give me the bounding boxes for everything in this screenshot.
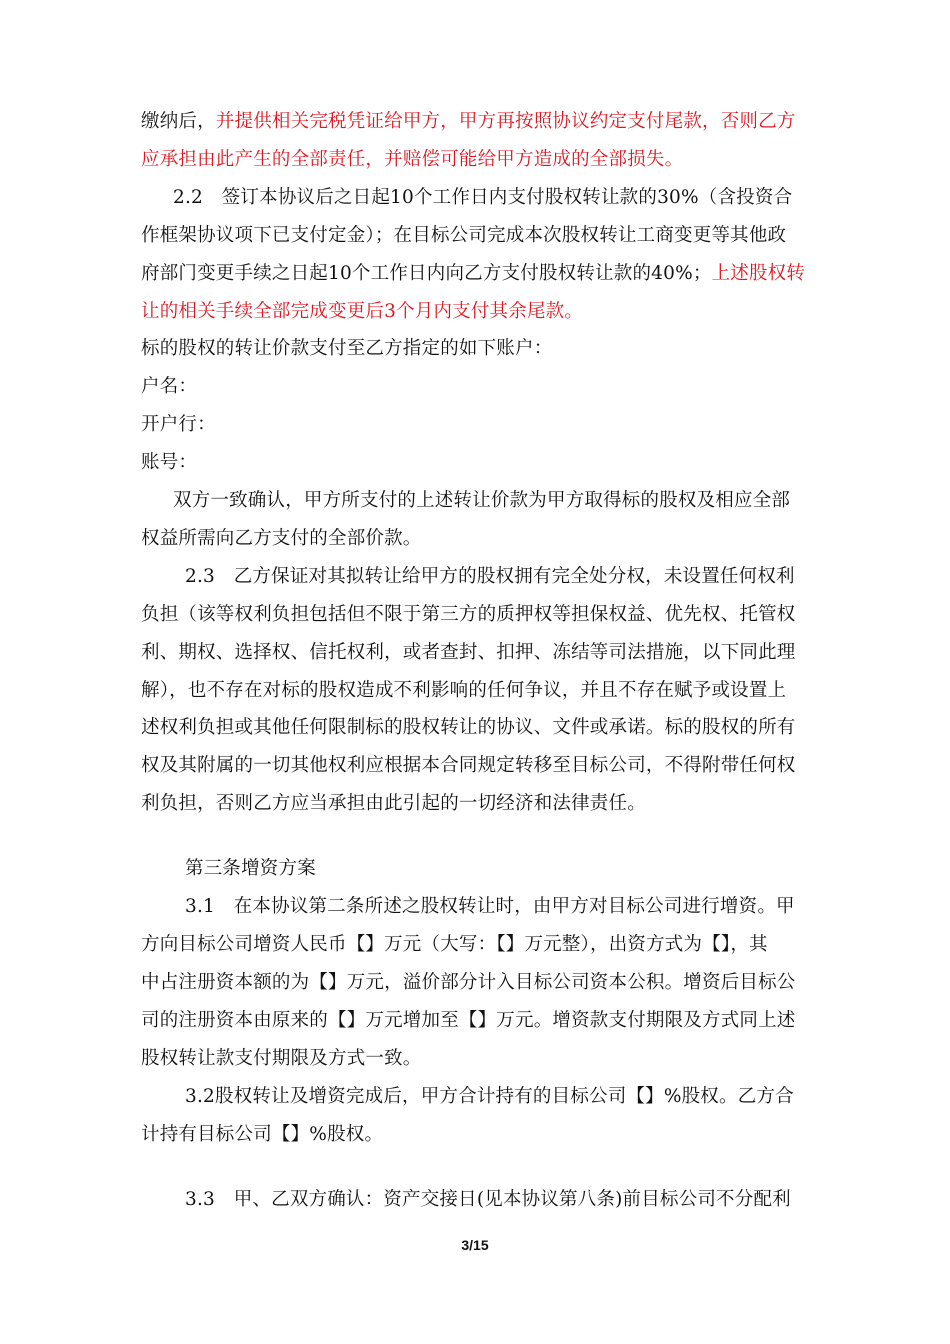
text-line	[141, 1009, 796, 1033]
body-text: 3.1 在本协议第二条所述之股权转让时，由甲方对目标公司进行增资。甲	[185, 896, 795, 917]
text-line	[141, 679, 786, 703]
highlighted-text: 并提供相关完税凭证给甲方，甲方再按照协议约定支付尾款，否则乙方	[215, 111, 796, 132]
text-line	[141, 603, 796, 627]
text-line	[141, 262, 805, 286]
text-line	[141, 527, 422, 551]
text-line	[141, 1123, 383, 1147]
body-text: 2.2 签订本协议后之日起10个工作日内支付股权转让款的30%（含投资合	[173, 187, 793, 208]
text-line	[141, 224, 786, 248]
body-text: 3.2股权转让及增资完成后，甲方合计持有的目标公司【】%股权。乙方合	[185, 1086, 794, 1107]
text-line	[185, 565, 795, 589]
body-text: 账号：	[141, 452, 198, 473]
highlighted-text: 上述股权转	[711, 263, 806, 284]
text-line	[141, 641, 796, 665]
text-line	[141, 148, 683, 172]
highlighted-text: 应承担由此产生的全部责任，并赔偿可能给甲方造成的全部损失。	[141, 149, 684, 170]
body-text: 开户行：	[141, 414, 216, 435]
body-text: 利、期权、选择权、信托权利，或者查封、扣押、冻结等司法措施，以下同此理	[141, 642, 796, 663]
text-line	[141, 337, 552, 361]
text-line	[141, 933, 768, 957]
body-text: 双方一致确认，甲方所支付的上述转让价款为甲方取得标的股权及相应全部	[173, 490, 791, 511]
text-line	[185, 1188, 791, 1212]
text-line	[173, 186, 792, 210]
text-line	[141, 110, 796, 134]
body-text: 负担（该等权利负担包括但不限于第三方的质押权等担保权益、优先权、托管权	[141, 604, 796, 625]
body-text: 府部门变更手续之日起10个工作日内向乙方支付股权转让款的40%；	[141, 263, 712, 284]
text-line	[185, 857, 316, 881]
text-line	[141, 413, 216, 437]
text-line	[141, 754, 796, 778]
highlighted-text: 让的相关手续全部完成变更后3个月内支付其余尾款。	[141, 301, 584, 322]
body-text: 缴纳后，	[141, 111, 216, 132]
body-text: 利负担，否则乙方应当承担由此引起的一切经济和法律责任。	[141, 793, 646, 814]
body-text: 计持有目标公司【】%股权。	[141, 1124, 384, 1145]
body-text: 权及其附属的一切其他权利应根据本合同规定转移至目标公司，不得附带任何权	[141, 755, 796, 776]
text-line	[141, 300, 583, 324]
body-text: 户名：	[141, 376, 198, 397]
body-text: 中占注册资本额的为【】万元，溢价部分计入目标公司资本公积。增资后目标公	[141, 972, 796, 993]
body-text: 权益所需向乙方支付的全部价款。	[141, 528, 422, 549]
body-text: 2.3 乙方保证对其拟转让给甲方的股权拥有完全处分权，未设置任何权利	[185, 566, 795, 587]
body-text: 股权转让款支付期限及方式一致。	[141, 1048, 422, 1069]
body-text: 3.3 甲、乙双方确认：资产交接日(见本协议第八条)前目标公司不分配利	[185, 1189, 791, 1210]
page-number: 3/15	[461, 1237, 489, 1253]
text-line	[141, 1047, 422, 1071]
body-text: 作框架协议项下已支付定金）；在目标公司完成本次股权转让工商变更等其他政	[141, 225, 787, 246]
body-text: 述权利负担或其他任何限制标的股权转让的协议、文件或承诺。标的股权的所有	[141, 717, 796, 738]
text-line	[141, 451, 197, 475]
text-line	[141, 971, 796, 995]
text-line	[141, 375, 197, 399]
body-text: 解），也不存在对标的股权造成不利影响的任何争议，并且不存在赋予或设置上	[141, 680, 787, 701]
body-text: 方向目标公司增资人民币【】万元（大写：【】万元整），出资方式为【】，其	[141, 934, 768, 955]
text-line	[185, 895, 795, 919]
text-line	[173, 489, 790, 513]
body-text: 司的注册资本由原来的【】万元增加至【】万元。增资款支付期限及方式同上述	[141, 1010, 796, 1031]
text-line	[185, 1085, 794, 1109]
body-text: 第三条增资方案	[185, 858, 316, 879]
text-line	[141, 716, 796, 740]
body-text: 标的股权的转让价款支付至乙方指定的如下账户：	[141, 338, 553, 359]
text-line	[141, 792, 646, 816]
